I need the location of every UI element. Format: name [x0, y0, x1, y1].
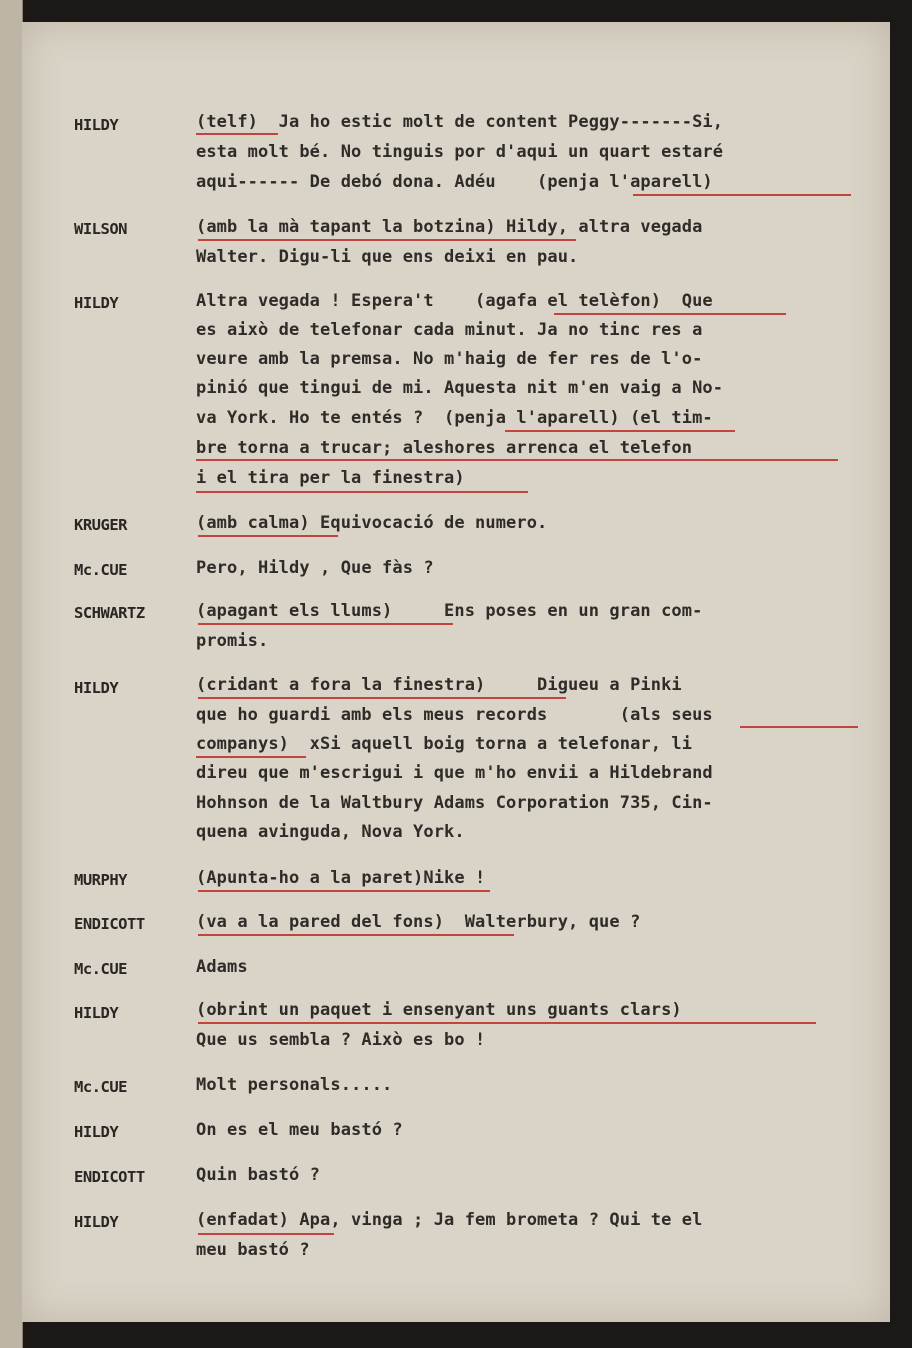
dialogue-line: Adams	[196, 957, 248, 977]
dialogue-line: (cridant a fora la finestra) Digueu a Pinki	[196, 675, 682, 695]
speaker-name: Mc.CUE	[74, 561, 127, 579]
dialogue-line: promis.	[196, 631, 269, 651]
red-underline	[198, 1233, 334, 1235]
dialogue-line: Walter. Digu-li que ens deixi en pau.	[196, 247, 579, 267]
red-underline	[196, 459, 838, 461]
dialogue-line: Quin bastó ?	[196, 1165, 321, 1185]
speaker-name: HILDY	[74, 1213, 119, 1231]
dialogue-line: i el tira per la finestra)	[196, 468, 465, 488]
dialogue-line: Pero, Hildy , Que fàs ?	[196, 558, 434, 578]
dialogue-line: (enfadat) Apa, vinga ; Ja fem brometa ? Qui te el	[196, 1210, 703, 1230]
red-underline	[196, 133, 278, 135]
dialogue-line: aqui------ De debó dona. Adéu (penja l'aparell)	[196, 172, 713, 192]
dialogue-line: (obrint un paquet i ensenyant uns guants clars)	[196, 1000, 682, 1020]
dialogue-line: es això de telefonar cada minut. Ja no tinc res a	[196, 320, 703, 340]
speaker-name: KRUGER	[74, 516, 127, 534]
speaker-name: ENDICOTT	[74, 1168, 145, 1186]
red-underline	[198, 934, 514, 936]
dialogue-line: Molt personals.....	[196, 1075, 393, 1095]
dialogue-line: meu bastó ?	[196, 1240, 310, 1260]
red-underline	[198, 1022, 816, 1024]
dialogue-line: pinió que tingui de mi. Aquesta nit m'en vaig a No-	[196, 378, 724, 398]
dialogue-line: que ho guardi amb els meus records (als seus	[196, 705, 713, 725]
dialogue-line: (va a la pared del fons) Walterbury, que ?	[196, 912, 641, 932]
speaker-name: HILDY	[74, 294, 119, 312]
speaker-name: HILDY	[74, 679, 119, 697]
dialogue-line: Altra vegada ! Espera't (agafa el telèfon) Que	[196, 291, 713, 311]
red-underline	[505, 430, 735, 432]
dialogue-line: Que us sembla ? Això es bo !	[196, 1030, 486, 1050]
speaker-name: ENDICOTT	[74, 915, 145, 933]
red-underline	[554, 313, 786, 315]
red-underline	[198, 697, 566, 699]
dialogue-line: (Apunta-ho a la paret)Nike !	[196, 868, 486, 888]
dialogue-line: va York. Ho te entés ? (penja l'aparell) (el tim-	[196, 408, 713, 428]
speaker-name: WILSON	[74, 220, 127, 238]
red-underline	[196, 756, 306, 758]
speaker-name: MURPHY	[74, 871, 127, 889]
speaker-name: Mc.CUE	[74, 1078, 127, 1096]
dialogue-line: (amb la mà tapant la botzina) Hildy, altra vegada	[196, 217, 703, 237]
dialogue-line: quena avinguda, Nova York.	[196, 822, 465, 842]
dialogue-line: (telf) Ja ho estic molt de content Peggy-------Si,	[196, 112, 724, 132]
red-underline	[198, 623, 453, 625]
red-underline	[633, 194, 851, 196]
red-underline	[198, 535, 338, 537]
red-underline	[198, 239, 576, 241]
dialogue-line: (amb calma) Equivocació de numero.	[196, 513, 548, 533]
red-underline	[198, 890, 490, 892]
speaker-name: HILDY	[74, 1004, 119, 1022]
dialogue-line: direu que m'escrigui i que m'ho envii a Hildebrand	[196, 763, 713, 783]
speaker-name: SCHWARTZ	[74, 604, 145, 622]
dialogue-line: (apagant els llums) Ens poses en un gran com-	[196, 601, 703, 621]
speaker-name: Mc.CUE	[74, 960, 127, 978]
dialogue-line: bre torna a trucar; aleshores arrenca el telefon	[196, 438, 693, 458]
dialogue-line: companys) xSi aquell boig torna a telefonar, li	[196, 734, 693, 754]
dialogue-line: veure amb la premsa. No m'haig de fer res de l'o-	[196, 349, 703, 369]
dialogue-line: On es el meu bastó ?	[196, 1120, 403, 1140]
dialogue-line: Hohnson de la Waltbury Adams Corporation 735, Cin-	[196, 793, 713, 813]
dialogue-line: esta molt bé. No tinguis por d'aqui un quart estaré	[196, 142, 724, 162]
speaker-name: HILDY	[74, 1123, 119, 1141]
red-underline	[196, 491, 528, 493]
speaker-name: HILDY	[74, 116, 119, 134]
red-underline	[740, 726, 858, 728]
